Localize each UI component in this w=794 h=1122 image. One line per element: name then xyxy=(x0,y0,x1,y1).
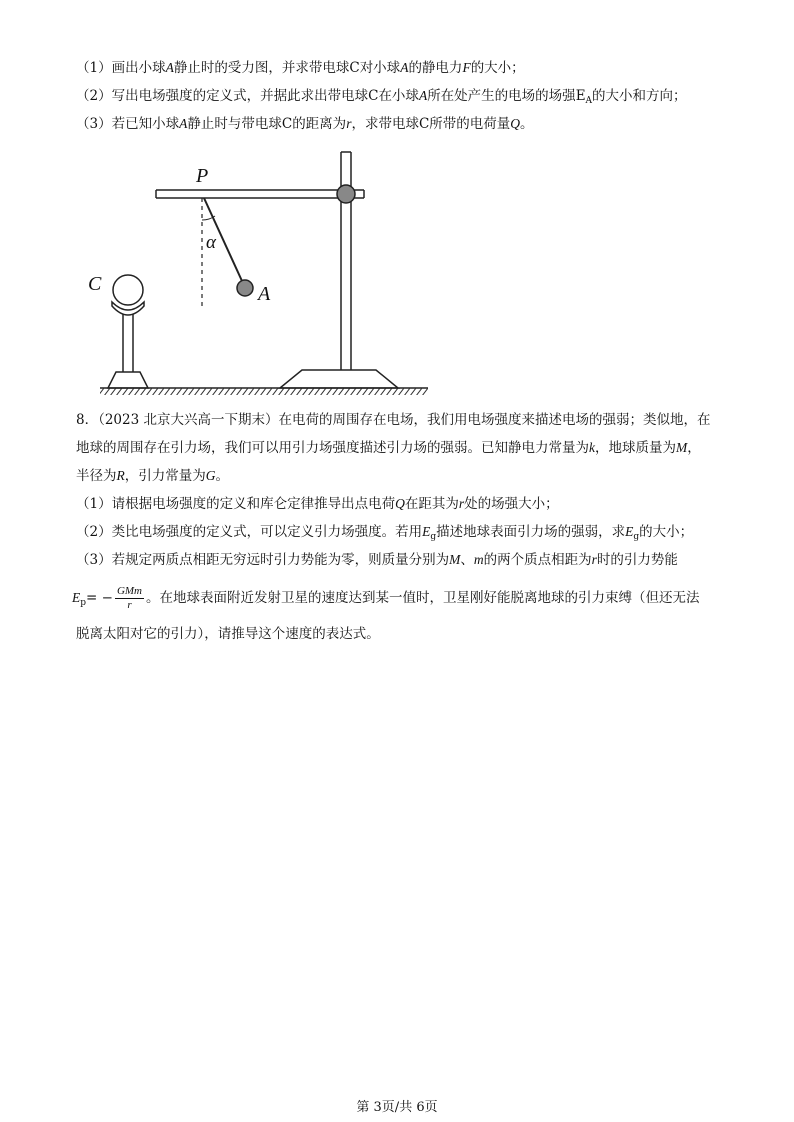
text: 静止时与带电球 xyxy=(187,116,282,132)
text: （2）写出电场强度的定义式，并据此求出带电球 xyxy=(76,88,369,104)
var-M: M xyxy=(449,552,461,567)
subscript: p xyxy=(80,598,87,608)
text: ，引力常量为 xyxy=(124,468,206,484)
text: 的两个质点相距为 xyxy=(483,552,592,568)
q8-formula-line xyxy=(72,584,700,617)
text: 所带的电荷量 xyxy=(429,116,511,132)
q7-part1 xyxy=(76,58,525,78)
text: 对小球 xyxy=(359,60,401,76)
var-k: k xyxy=(589,440,595,455)
text: 。在地球表面附近发射卫星的速度达到某一值时，卫星刚好能脱离地球的引力束缚（但还无法 xyxy=(146,590,700,606)
text: 。 xyxy=(520,116,534,132)
fraction-numerator: GMm xyxy=(116,585,142,597)
var-R: R xyxy=(116,468,125,483)
var-E: E xyxy=(422,524,431,539)
sphere-C xyxy=(113,275,143,305)
text: 的大小； xyxy=(639,524,694,540)
q8-last-line xyxy=(76,624,380,644)
subscript: g xyxy=(633,532,640,542)
text: 的静电力 xyxy=(408,60,463,76)
text: 、 xyxy=(460,552,474,568)
text: 在小球 xyxy=(378,88,419,104)
text: 脱离太阳对它的引力），请推导这个速度的表达式。 xyxy=(76,626,380,642)
text: （2）类比电场强度的定义式，可以定义引力场强度。若用 xyxy=(76,524,423,540)
var-F: F xyxy=(462,60,471,75)
text: 8．（2023 北京大兴高一下期末）在电荷的周围存在电场，我们用电场强度来描述电场的强弱；类似地，在 xyxy=(76,412,711,428)
var-A: A xyxy=(418,88,428,103)
var-A: A xyxy=(179,116,188,131)
text: ，求带电球 xyxy=(351,116,419,132)
text: 描述地球表面引力场的强弱，求 xyxy=(436,524,626,540)
text: （3）若已知小球 xyxy=(76,116,180,132)
var-r: r xyxy=(346,116,352,131)
text: （1）请根据电场强度的定义和库仑定律推导出点电荷 xyxy=(76,496,396,512)
text: 在距其为 xyxy=(404,496,459,512)
text: 时的引力势能 xyxy=(596,552,678,568)
var-r: r xyxy=(458,496,465,511)
sphere-C-stand xyxy=(108,302,148,388)
var-A: A xyxy=(165,60,174,75)
stand-base xyxy=(280,370,398,388)
text: 。 xyxy=(215,468,229,484)
text: 的距离为 xyxy=(292,116,347,132)
var-r: r xyxy=(591,552,597,567)
var-M: M xyxy=(676,440,688,455)
text: 的大小； xyxy=(470,60,525,76)
q8-intro-line3 xyxy=(76,466,229,486)
q8-part2 xyxy=(76,522,693,547)
var-E: E xyxy=(72,590,81,605)
q7-part2 xyxy=(76,86,687,111)
fraction-denominator: r xyxy=(127,599,132,611)
text: 处的场强大小； xyxy=(464,496,559,512)
var-E: E xyxy=(575,88,586,104)
text: = − xyxy=(86,590,113,606)
ground xyxy=(100,388,428,395)
text: （1）画出小球 xyxy=(76,60,166,76)
q8-intro-line1 xyxy=(76,410,711,430)
q8-part3 xyxy=(76,550,678,570)
var-A: A xyxy=(400,60,409,75)
text: （3）若规定两质点相距无穷远时引力势能为零，则质量分别为 xyxy=(76,552,450,568)
fraction xyxy=(115,585,144,612)
label-alpha: α xyxy=(206,232,216,253)
text: ， xyxy=(687,440,701,456)
text: 静止时的受力图，并求带电球 xyxy=(173,60,350,76)
var-C: C xyxy=(349,60,360,76)
page-footer: 第 3页/共 6页 xyxy=(356,1100,438,1115)
pendulum-diagram xyxy=(80,148,440,398)
text: 的大小和方向； xyxy=(592,88,687,104)
var-Q: Q xyxy=(510,116,521,131)
q7-part3 xyxy=(76,114,534,134)
label-A: A xyxy=(258,283,271,305)
potential-energy-formula xyxy=(72,585,146,611)
q8-part1 xyxy=(76,494,559,514)
subscript: A xyxy=(585,96,593,106)
clamp-knob xyxy=(337,185,355,203)
label-C: C xyxy=(88,273,102,295)
var-C: C xyxy=(418,116,430,132)
q8-intro-line2 xyxy=(76,438,701,458)
var-E: E xyxy=(625,524,634,539)
text: 地球的周围存在引力场，我们可以用引力场强度描述引力场的强弱。已知静电力常量为 xyxy=(76,440,589,456)
ball-A xyxy=(237,280,253,296)
var-Q: Q xyxy=(395,496,405,511)
text: ，地球质量为 xyxy=(595,440,676,456)
text: 半径为 xyxy=(76,468,117,484)
var-C: C xyxy=(281,116,293,132)
text: 所在处产生的电场的场强 xyxy=(427,88,576,104)
horizontal-arm xyxy=(156,190,364,198)
label-P: P xyxy=(196,165,209,187)
var-G: G xyxy=(205,468,216,483)
subscript: g xyxy=(430,532,437,542)
var-C: C xyxy=(368,88,379,104)
var-m: m xyxy=(473,552,484,567)
